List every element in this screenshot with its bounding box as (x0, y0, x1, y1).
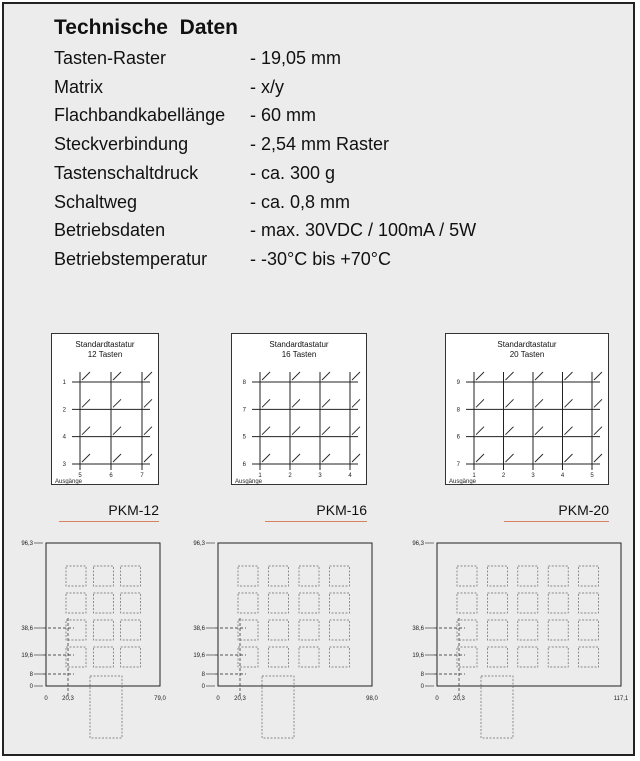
y-dimension-label: 0 (201, 684, 205, 690)
key-outline (66, 620, 86, 640)
spec-label: Betriebstemperatur (54, 248, 208, 269)
key-outline (238, 593, 258, 613)
y-dimension-label: 19,6 (193, 653, 205, 659)
key-outline (93, 647, 113, 667)
matrix-subtitle: 12 Tasten (87, 350, 123, 359)
spec-label: Matrix (54, 76, 103, 97)
matrix-row-label: 8 (242, 380, 246, 386)
matrix-col-label: 4 (560, 473, 565, 479)
matrix-row-label: 7 (242, 407, 246, 414)
y-dimension-label: 38,6 (412, 626, 424, 632)
matrix-title-line: Standardtastatur (75, 340, 135, 349)
x-dimension-label: 0 (435, 696, 439, 702)
key-outline (121, 647, 141, 667)
spec-value: - ca. 300 g (250, 162, 336, 183)
y-dimension-label: 0 (420, 684, 424, 690)
spec-label: Tastenschaltdruck (54, 162, 199, 183)
key-outline (579, 620, 599, 640)
matrix-row-label: 7 (456, 462, 460, 468)
drawing-pkm-12 (21, 541, 166, 738)
spec-label: Steckverbindung (54, 134, 189, 155)
key-outline (238, 566, 258, 586)
key-outline (269, 593, 289, 613)
key-outline (457, 566, 477, 586)
spec-label: Tasten-Raster (54, 48, 167, 68)
key-outline (579, 566, 599, 586)
model-label: PKM-16 (316, 502, 367, 518)
matrix-col-label: 5 (590, 473, 594, 479)
matrix-col-label: 3 (318, 473, 322, 479)
key-outline (299, 593, 319, 613)
matrix-col-label: 5 (78, 473, 82, 479)
matrix-row-label: 9 (456, 380, 460, 386)
key-outline (457, 620, 477, 640)
key-outline (518, 566, 538, 586)
spec-value: - -30°C bis +70°C (250, 248, 391, 269)
y-dimension-label: 19,6 (412, 653, 424, 659)
y-dimension-label: 0 (29, 684, 33, 690)
key-outline (66, 566, 86, 586)
y-dimension-label: 19,6 (21, 653, 33, 659)
matrix-col-label: 6 (109, 473, 113, 479)
key-outline (457, 647, 477, 667)
key-outline (579, 593, 599, 613)
matrix-subtitle: 16 Tasten (281, 350, 317, 359)
board-outline (218, 543, 372, 686)
board-outline (437, 543, 621, 686)
y-dimension-label: 96,3 (21, 541, 33, 547)
spec-value: - 2,54 mm Raster (250, 134, 390, 155)
spec-label: Betriebsdaten (54, 220, 166, 241)
ribbon-cable-outline (90, 676, 122, 738)
model-label: PKM-20 (558, 502, 609, 518)
matrix-row-label: 5 (242, 434, 246, 441)
board-outline (46, 543, 160, 686)
key-outline (93, 593, 113, 613)
y-dimension-label: 8 (420, 672, 424, 678)
y-dimension-label: 96,3 (193, 541, 205, 547)
key-outline (579, 647, 599, 667)
key-outline (121, 566, 141, 586)
key-outline (487, 620, 507, 640)
dimension-drawing-layer (4, 4, 635, 756)
key-outline (299, 620, 319, 640)
key-outline (238, 647, 258, 667)
matrix-col-label: 2 (501, 473, 506, 479)
matrix-row-label: 3 (62, 462, 66, 468)
key-outline (330, 647, 350, 667)
matrix-subtitle: 20 Tasten (509, 350, 545, 359)
key-outline (269, 620, 289, 640)
matrix-col-label: 7 (140, 473, 144, 479)
spec-value: - 19,05 mm (250, 48, 342, 68)
matrix-col-label: 1 (472, 473, 476, 479)
key-outline (487, 566, 507, 586)
drawing-pkm-16 (193, 541, 378, 738)
key-outline (299, 566, 319, 586)
matrix-title-line: Standardtastatur (497, 340, 557, 349)
x-dimension-label: 20,3 (62, 696, 74, 702)
key-outline (330, 593, 350, 613)
ribbon-cable-outline (262, 676, 294, 738)
key-outline (299, 647, 319, 667)
key-outline (487, 593, 507, 613)
spec-label: Schaltweg (54, 191, 138, 212)
x-dimension-label: 0 (216, 696, 220, 702)
matrix-col-label: 2 (288, 473, 292, 479)
key-outline (66, 647, 86, 667)
outputs-label: Ausgänge (235, 479, 263, 485)
spec-value: - max. 30VDC / 100mA / 5W (250, 220, 477, 241)
datasheet-panel (2, 2, 635, 756)
spec-value: - ca. 0,8 mm (250, 191, 351, 212)
x-dimension-label: 20,3 (234, 696, 246, 702)
y-dimension-label: 8 (29, 672, 33, 678)
key-outline (518, 593, 538, 613)
matrix-col-label: 3 (531, 473, 535, 479)
key-outline (548, 593, 568, 613)
outputs-label: Ausgänge (55, 479, 83, 485)
key-outline (238, 620, 258, 640)
key-outline (487, 647, 507, 667)
key-outline (330, 566, 350, 586)
y-dimension-label: 8 (201, 672, 205, 678)
key-outline (457, 593, 477, 613)
key-outline (548, 566, 568, 586)
key-outline (269, 566, 289, 586)
y-dimension-label: 38,6 (21, 626, 33, 632)
matrix-title-line: Standardtastatur (269, 340, 329, 349)
x-dimension-label: 98,0 (366, 696, 378, 702)
matrix-row-label: 6 (456, 434, 460, 441)
key-outline (121, 620, 141, 640)
page-title: Technische Daten (54, 16, 238, 39)
drawing-pkm-20 (412, 541, 629, 738)
matrix-row-label: 6 (242, 462, 246, 468)
key-outline (518, 620, 538, 640)
matrix-row-label: 1 (62, 380, 66, 386)
matrix-col-label: 4 (348, 473, 352, 479)
matrix-col-label: 1 (258, 473, 262, 479)
key-outline (518, 647, 538, 667)
key-outline (548, 647, 568, 667)
key-outline (93, 566, 113, 586)
matrix-row-label: 2 (62, 407, 66, 414)
x-dimension-label: 0 (44, 696, 48, 702)
spec-value: - 60 mm (250, 105, 317, 126)
spec-label: Flachbandkabellänge (54, 105, 226, 126)
x-dimension-label: 79,0 (154, 696, 166, 702)
y-dimension-label: 38,6 (193, 626, 205, 632)
x-dimension-label: 20,3 (453, 696, 465, 702)
spec-value: - x/y (250, 76, 284, 97)
model-label: PKM-12 (108, 502, 159, 518)
key-outline (66, 593, 86, 613)
matrix-row-label: 4 (62, 434, 66, 441)
key-outline (548, 620, 568, 640)
x-dimension-label: 117,1 (613, 696, 629, 702)
y-dimension-label: 96,3 (412, 541, 424, 547)
ribbon-cable-outline (481, 676, 513, 738)
outputs-label: Ausgänge (449, 479, 477, 485)
key-outline (121, 593, 141, 613)
matrix-row-label: 8 (456, 407, 460, 414)
key-outline (330, 620, 350, 640)
key-outline (269, 647, 289, 667)
key-outline (93, 620, 113, 640)
